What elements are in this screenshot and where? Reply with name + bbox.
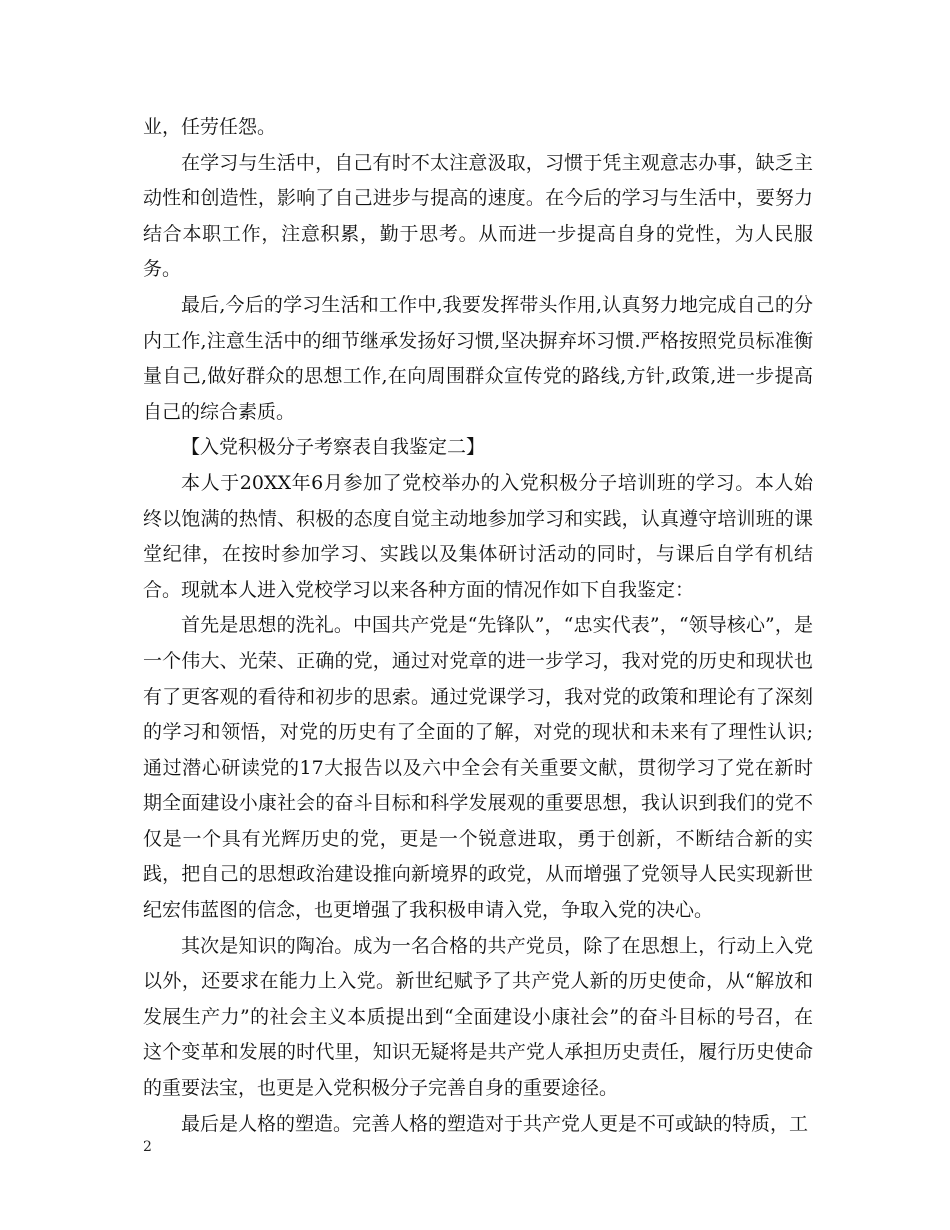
paragraph-personality: 最后是人格的塑造。完善人格的塑造对于共产党人更是不可或缺的特质，工 [181, 1112, 809, 1135]
paragraph-continuation: 业，任劳任怨。 [143, 116, 277, 138]
paragraph-study-life: 在学习与生活中，自己有时不太注意汲取，习惯于凭主观意志办事，缺乏主动性和创造性，影响了自己进步与提高的速度。在今后的学习与生活中，要努力结合本职工作，注意积累，勤于思考。从而进一步提高自身的党性，为人民服务。 [143, 151, 813, 281]
paragraph-finally-work: 最后,今后的学习生活和工作中,我要发挥带头作用,认真努力地完成自己的分内工作,注意生活中的细节继承发扬好习惯,坚决摒弃坏习惯.严格按照党员标准衡量自己,做好群众的思想工作,在向周围群众宣传党的路线,方针,政策,进一步提高自己的综合素质。 [143, 293, 813, 423]
paragraph-knowledge: 其次是知识的陶冶。成为一名合格的共产党员，除了在思想上，行动上入党以外，还要求在能力上入党。新世纪赋予了共产党人新的历史使命，从“解放和发展生产力”的社会主义本质提出到“全面建设小康社会”的奋斗目标的号召，在这个变革和发展的时代里，知识无疑将是共产党人承担历史责任，履行历史使命的重要法宝，也更是入党积极分子完善自身的重要途径。 [143, 934, 813, 1100]
section-heading: 【入党积极分子考察表自我鉴定二】 [181, 436, 486, 459]
page-number: 2 [143, 1139, 152, 1155]
paragraph-ideology: 首先是思想的洗礼。中国共产党是“先锋队”，“忠实代表”，“领导核心”，是一个伟大、光荣、正确的党，通过对党章的进一步学习，我对党的历史和现状也有了更客观的看待和初步的思索。通过党课学习，我对党的政策和理论有了深刻的学习和领悟，对党的历史有了全面的了解，对党的现状和未来有了理性认识;通过潜心研读党的17大报告以及六中全会有关重要文献，贯彻学习了党在新时期全面建设小康社会的奋斗目标和科学发展观的重要思想，我认识到我们的党不仅是一个具有光辉历史的党，更是一个锐意进取，勇于创新，不断结合新的实践，把自己的思想政治建设推向新境界的政党，从而增强了党领导人民实现新世纪宏伟蓝图的信念，也更增强了我积极申请入党，争取入党的决心。 [143, 614, 813, 922]
paragraph-training-intro: 本人于20XX年6月参加了党校举办的入党积极分子培训班的学习。本人始终以饱满的热情、积极的态度自觉主动地参加学习和实践，认真遵守培训班的课堂纪律，在按时参加学习、实践以及集体研讨活动的同时，与课后自学有机结合。现就本人进入党校学习以来各种方面的情况作如下自我鉴定： [143, 471, 813, 601]
document-body [143, 110, 813, 1142]
